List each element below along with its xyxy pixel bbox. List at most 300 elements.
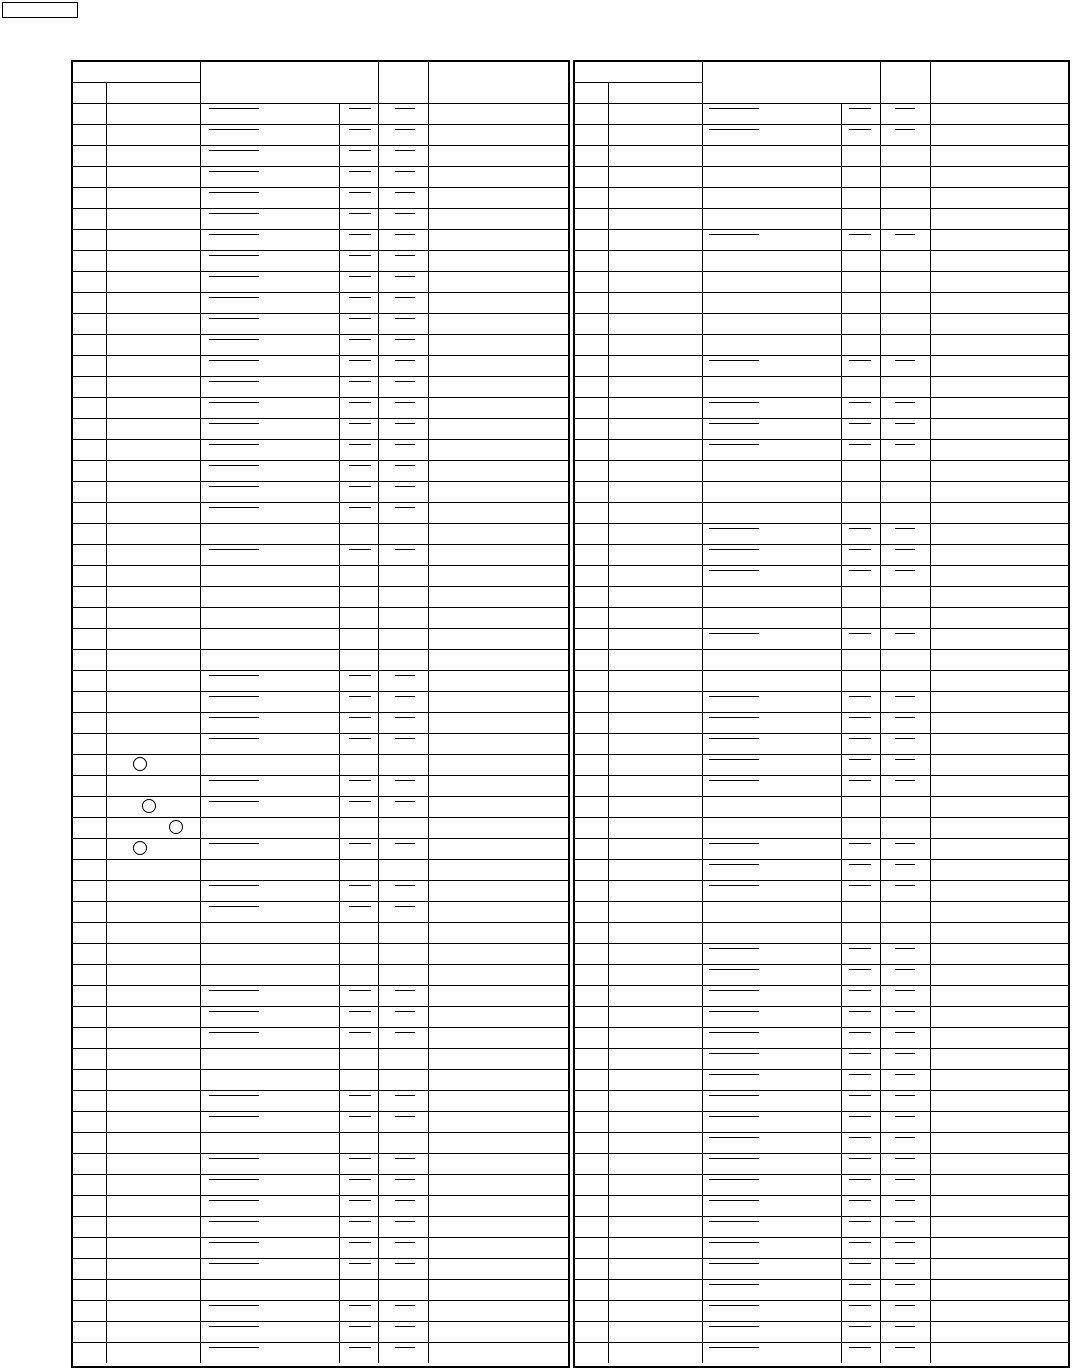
table-row-line — [73, 187, 568, 188]
value-blank — [849, 1242, 871, 1243]
table-row-line — [575, 838, 1068, 839]
value-blank — [849, 1179, 871, 1180]
value-blank — [349, 1179, 371, 1180]
part-number-blank — [709, 990, 759, 991]
value-blank — [395, 108, 415, 109]
value-blank — [349, 1263, 371, 1264]
value-blank — [349, 1347, 371, 1348]
part-number-blank — [209, 423, 259, 424]
part-number-blank — [209, 738, 259, 739]
value-blank — [395, 780, 415, 781]
value-blank — [395, 906, 415, 907]
part-number-blank — [209, 150, 259, 151]
value-blank — [349, 213, 371, 214]
value-blank — [349, 297, 371, 298]
value-blank — [895, 528, 915, 529]
part-number-blank — [709, 696, 759, 697]
value-blank — [895, 570, 915, 571]
part-number-blank — [709, 1095, 759, 1096]
value-blank — [895, 843, 915, 844]
part-number-blank — [709, 1011, 759, 1012]
table-row-line — [575, 1111, 1068, 1112]
value-blank — [349, 1116, 371, 1117]
part-number-blank — [709, 528, 759, 529]
value-blank — [395, 1242, 415, 1243]
value-blank — [349, 717, 371, 718]
part-number-blank — [709, 1179, 759, 1180]
value-blank — [349, 234, 371, 235]
part-number-blank — [209, 1032, 259, 1033]
column-line — [608, 82, 609, 1363]
value-blank — [849, 1053, 871, 1054]
value-blank — [395, 1263, 415, 1264]
part-number-blank — [709, 1053, 759, 1054]
value-blank — [349, 1326, 371, 1327]
value-blank — [849, 843, 871, 844]
table-row-line — [73, 1048, 568, 1049]
value-blank — [895, 129, 915, 130]
value-blank — [349, 444, 371, 445]
value-blank — [395, 171, 415, 172]
table-row-line — [73, 481, 568, 482]
value-blank — [395, 1221, 415, 1222]
value-blank — [895, 1158, 915, 1159]
table-row-line — [73, 1111, 568, 1112]
value-blank — [849, 234, 871, 235]
table-row-line — [575, 859, 1068, 860]
table-row-line — [73, 1300, 568, 1301]
part-number-blank — [209, 549, 259, 550]
value-blank — [395, 1032, 415, 1033]
table-row-line — [575, 229, 1068, 230]
value-blank — [895, 759, 915, 760]
table-row-line — [73, 1195, 568, 1196]
table-row-line — [73, 166, 568, 167]
part-number-blank — [209, 1305, 259, 1306]
table-row-line — [575, 250, 1068, 251]
table-row-line — [73, 208, 568, 209]
table-row-line — [73, 334, 568, 335]
value-blank — [895, 1347, 915, 1348]
value-blank — [395, 381, 415, 382]
part-number-blank — [209, 213, 259, 214]
table-row-line — [73, 649, 568, 650]
value-blank — [849, 990, 871, 991]
table-row-line — [73, 985, 568, 986]
table-row-line — [73, 565, 568, 566]
part-number-blank — [709, 1200, 759, 1201]
part-number-blank — [209, 1326, 259, 1327]
value-blank — [395, 318, 415, 319]
table-row-line — [73, 1090, 568, 1091]
table-row-line — [73, 838, 568, 839]
value-blank — [395, 129, 415, 130]
circle-mark — [169, 820, 183, 834]
table-row-line — [73, 1153, 568, 1154]
value-blank — [395, 1347, 415, 1348]
table-row-line — [575, 355, 1068, 356]
value-blank — [349, 843, 371, 844]
table-row-line — [575, 880, 1068, 881]
value-blank — [349, 192, 371, 193]
value-blank — [349, 696, 371, 697]
table-row-line — [73, 775, 568, 776]
table-row-line — [575, 1027, 1068, 1028]
table-row-line — [575, 187, 1068, 188]
table-row-line — [575, 376, 1068, 377]
value-blank — [895, 1305, 915, 1306]
table-row-line — [575, 796, 1068, 797]
table-row-line — [575, 1153, 1068, 1154]
table-row-line — [73, 292, 568, 293]
parts-table-left — [71, 60, 570, 1368]
header-bottom-line — [575, 103, 1068, 104]
table-row-line — [575, 523, 1068, 524]
value-blank — [849, 423, 871, 424]
part-number-blank — [709, 444, 759, 445]
table-row-line — [575, 481, 1068, 482]
table-row-line — [575, 397, 1068, 398]
header-divider — [575, 82, 702, 83]
value-blank — [349, 1200, 371, 1201]
table-row-line — [73, 964, 568, 965]
value-blank — [395, 234, 415, 235]
value-blank — [849, 1137, 871, 1138]
value-blank — [895, 1326, 915, 1327]
part-number-blank — [709, 780, 759, 781]
value-blank — [895, 1179, 915, 1180]
value-blank — [395, 1116, 415, 1117]
part-number-blank — [709, 108, 759, 109]
value-blank — [395, 360, 415, 361]
value-blank — [395, 297, 415, 298]
part-number-blank — [209, 717, 259, 718]
table-row-line — [575, 1069, 1068, 1070]
value-blank — [895, 1284, 915, 1285]
value-blank — [895, 1137, 915, 1138]
table-row-line — [73, 145, 568, 146]
table-row-line — [575, 985, 1068, 986]
table-row-line — [73, 1342, 568, 1343]
value-blank — [349, 885, 371, 886]
table-row-line — [73, 628, 568, 629]
value-blank — [849, 129, 871, 130]
table-row-line — [73, 313, 568, 314]
value-blank — [395, 843, 415, 844]
value-blank — [395, 192, 415, 193]
part-number-blank — [209, 1158, 259, 1159]
value-blank — [349, 360, 371, 361]
table-row-line — [575, 754, 1068, 755]
value-blank — [849, 444, 871, 445]
part-number-blank — [709, 1305, 759, 1306]
table-row-line — [575, 1237, 1068, 1238]
table-row-line — [575, 691, 1068, 692]
part-number-blank — [209, 1242, 259, 1243]
table-row-line — [73, 1006, 568, 1007]
value-blank — [895, 696, 915, 697]
table-row-line — [575, 1321, 1068, 1322]
table-row-line — [575, 901, 1068, 902]
table-row-line — [575, 775, 1068, 776]
table-row-line — [73, 1279, 568, 1280]
value-blank — [349, 801, 371, 802]
table-row-line — [575, 124, 1068, 125]
value-blank — [349, 402, 371, 403]
value-blank — [849, 738, 871, 739]
table-row-line — [575, 922, 1068, 923]
value-blank — [349, 423, 371, 424]
table-row-line — [73, 859, 568, 860]
part-number-blank — [709, 1242, 759, 1243]
table-row-line — [73, 460, 568, 461]
part-number-blank — [209, 402, 259, 403]
table-row-line — [73, 733, 568, 734]
value-blank — [349, 318, 371, 319]
value-blank — [849, 1326, 871, 1327]
part-number-blank — [709, 423, 759, 424]
part-number-blank — [709, 402, 759, 403]
value-blank — [895, 1074, 915, 1075]
table-row-line — [73, 586, 568, 587]
table-row-line — [575, 439, 1068, 440]
part-number-blank — [209, 465, 259, 466]
value-blank — [849, 780, 871, 781]
value-blank — [849, 696, 871, 697]
table-row-line — [575, 292, 1068, 293]
part-number-blank — [709, 864, 759, 865]
value-blank — [849, 570, 871, 571]
value-blank — [895, 549, 915, 550]
table-row-line — [73, 271, 568, 272]
value-blank — [895, 108, 915, 109]
value-blank — [849, 108, 871, 109]
part-number-blank — [209, 1263, 259, 1264]
table-row-line — [575, 1216, 1068, 1217]
value-blank — [849, 759, 871, 760]
value-blank — [349, 1032, 371, 1033]
part-number-blank — [709, 1032, 759, 1033]
table-row-line — [575, 1342, 1068, 1343]
value-blank — [895, 633, 915, 634]
value-blank — [395, 801, 415, 802]
table-row-line — [73, 397, 568, 398]
page-label-box — [2, 2, 78, 18]
part-number-blank — [209, 297, 259, 298]
value-blank — [849, 1263, 871, 1264]
table-row-line — [575, 1090, 1068, 1091]
table-row-line — [575, 544, 1068, 545]
table-row-line — [575, 418, 1068, 419]
value-blank — [849, 1116, 871, 1117]
value-blank — [895, 360, 915, 361]
part-number-blank — [209, 276, 259, 277]
table-row-line — [73, 1237, 568, 1238]
circle-mark — [142, 799, 156, 813]
value-blank — [349, 129, 371, 130]
value-blank — [395, 1158, 415, 1159]
table-row-line — [575, 1279, 1068, 1280]
part-number-blank — [209, 234, 259, 235]
value-blank — [895, 1263, 915, 1264]
parts-table-right — [573, 60, 1070, 1368]
table-row-line — [73, 754, 568, 755]
part-number-blank — [209, 1200, 259, 1201]
value-blank — [349, 507, 371, 508]
part-number-blank — [209, 696, 259, 697]
value-blank — [895, 1053, 915, 1054]
table-row-line — [73, 607, 568, 608]
value-blank — [395, 549, 415, 550]
value-blank — [349, 675, 371, 676]
table-row-line — [575, 964, 1068, 965]
circle-mark — [133, 757, 147, 771]
table-row-line — [73, 691, 568, 692]
part-number-blank — [709, 549, 759, 550]
value-blank — [849, 402, 871, 403]
table-row-line — [73, 1321, 568, 1322]
part-number-blank — [709, 1116, 759, 1117]
part-number-blank — [209, 360, 259, 361]
value-blank — [849, 1200, 871, 1201]
table-row-line — [575, 1300, 1068, 1301]
value-blank — [895, 885, 915, 886]
table-row-line — [73, 1174, 568, 1175]
table-row-line — [73, 1027, 568, 1028]
part-number-blank — [709, 1221, 759, 1222]
table-row-line — [73, 376, 568, 377]
value-blank — [895, 780, 915, 781]
value-blank — [895, 864, 915, 865]
part-number-blank — [209, 318, 259, 319]
value-blank — [395, 339, 415, 340]
value-blank — [849, 360, 871, 361]
table-row-line — [575, 1006, 1068, 1007]
value-blank — [349, 1305, 371, 1306]
part-number-blank — [709, 1347, 759, 1348]
table-row-line — [575, 460, 1068, 461]
table-row-line — [73, 943, 568, 944]
value-blank — [849, 1074, 871, 1075]
part-number-blank — [209, 675, 259, 676]
table-row-line — [73, 439, 568, 440]
value-blank — [395, 465, 415, 466]
part-number-blank — [209, 129, 259, 130]
table-row-line — [73, 880, 568, 881]
table-row-line — [73, 355, 568, 356]
part-number-blank — [209, 843, 259, 844]
value-blank — [849, 948, 871, 949]
value-blank — [395, 486, 415, 487]
value-blank — [849, 864, 871, 865]
value-blank — [395, 990, 415, 991]
value-blank — [349, 486, 371, 487]
value-blank — [349, 990, 371, 991]
table-row-line — [73, 670, 568, 671]
part-number-blank — [709, 969, 759, 970]
value-blank — [349, 339, 371, 340]
table-row-line — [73, 523, 568, 524]
value-blank — [849, 1305, 871, 1306]
value-blank — [395, 1095, 415, 1096]
table-row-line — [575, 586, 1068, 587]
table-row-line — [73, 901, 568, 902]
table-row-line — [575, 565, 1068, 566]
table-row-line — [575, 943, 1068, 944]
header-bottom-line — [73, 103, 568, 104]
value-blank — [895, 423, 915, 424]
value-blank — [395, 1179, 415, 1180]
value-blank — [849, 969, 871, 970]
value-blank — [895, 1242, 915, 1243]
part-number-blank — [709, 1137, 759, 1138]
table-row-line — [575, 1195, 1068, 1196]
table-row-line — [73, 250, 568, 251]
header-divider — [73, 82, 200, 83]
value-blank — [895, 948, 915, 949]
table-row-line — [73, 1132, 568, 1133]
part-number-blank — [709, 948, 759, 949]
part-number-blank — [209, 1347, 259, 1348]
value-blank — [849, 717, 871, 718]
value-blank — [849, 1221, 871, 1222]
value-blank — [895, 402, 915, 403]
circle-mark — [133, 841, 147, 855]
value-blank — [349, 780, 371, 781]
part-number-blank — [709, 1284, 759, 1285]
part-number-blank — [709, 843, 759, 844]
value-blank — [395, 444, 415, 445]
value-blank — [849, 633, 871, 634]
part-number-blank — [209, 339, 259, 340]
table-row-line — [575, 817, 1068, 818]
value-blank — [395, 738, 415, 739]
value-blank — [895, 1116, 915, 1117]
value-blank — [395, 885, 415, 886]
part-number-blank — [209, 990, 259, 991]
part-number-blank — [709, 360, 759, 361]
table-row-line — [575, 628, 1068, 629]
value-blank — [895, 969, 915, 970]
value-blank — [349, 1095, 371, 1096]
table-row-line — [73, 1258, 568, 1259]
value-blank — [849, 1347, 871, 1348]
table-row-line — [73, 124, 568, 125]
table-row-line — [575, 1132, 1068, 1133]
part-number-blank — [709, 1074, 759, 1075]
part-number-blank — [209, 171, 259, 172]
value-blank — [849, 1095, 871, 1096]
value-blank — [395, 1326, 415, 1327]
part-number-blank — [209, 1095, 259, 1096]
value-blank — [849, 1284, 871, 1285]
part-number-blank — [709, 759, 759, 760]
table-row-line — [575, 733, 1068, 734]
value-blank — [895, 234, 915, 235]
table-row-line — [73, 1069, 568, 1070]
part-number-blank — [209, 507, 259, 508]
value-blank — [395, 402, 415, 403]
value-blank — [349, 255, 371, 256]
table-row-line — [575, 208, 1068, 209]
column-line — [106, 82, 107, 1363]
value-blank — [349, 171, 371, 172]
value-blank — [349, 1221, 371, 1222]
part-number-blank — [209, 885, 259, 886]
part-number-blank — [209, 1011, 259, 1012]
value-blank — [395, 696, 415, 697]
value-blank — [395, 1011, 415, 1012]
